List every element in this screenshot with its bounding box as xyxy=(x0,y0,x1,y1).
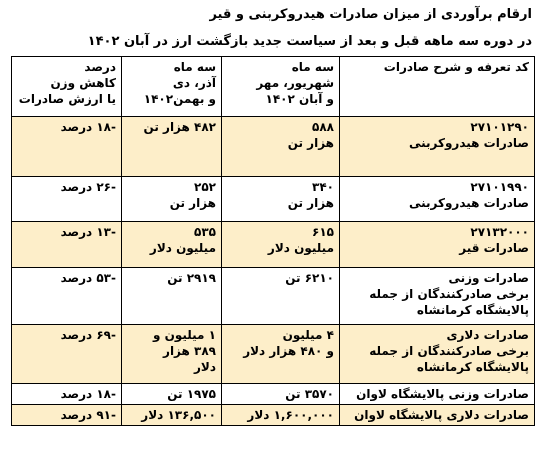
table-row xyxy=(12,117,535,177)
change-cell: -۱۳ درصد xyxy=(12,222,122,268)
after-cell: ۵۳۵ میلیون دلار xyxy=(122,222,222,268)
header-cell: درصد کاهش وزن یا ارزش صادرات xyxy=(12,57,122,117)
before-cell: ۱,۶۰۰,۰۰۰ دلار xyxy=(222,405,340,426)
change-cell: -۱۸ درصد xyxy=(12,384,122,405)
exports-table xyxy=(11,56,535,426)
after-cell: ۲۹۱۹ تن xyxy=(122,268,222,325)
header-cell: سه ماه آذر، دی و بهمن۱۴۰۲ xyxy=(122,57,222,117)
before-cell: ۳۵۷۰ تن xyxy=(222,384,340,405)
change-cell: -۶۹ درصد xyxy=(12,325,122,384)
after-cell: ۱۳۶,۵۰۰ دلار xyxy=(122,405,222,426)
table-row xyxy=(12,384,535,405)
before-cell: ۴ میلیون و ۴۸۰ هزار دلار xyxy=(222,325,340,384)
change-cell: -۲۶ درصد xyxy=(12,177,122,222)
table-row xyxy=(12,268,535,325)
table-header-row xyxy=(12,57,535,117)
change-cell: -۹۱ درصد xyxy=(12,405,122,426)
code-cell: صادرات دلاری برخی صادرکنندگان از جمله پالایشگاه کرمانشاه xyxy=(340,325,535,384)
code-cell: صادرات وزنی برخی صادرکنندگان از جمله پالایشگاه کرمانشاه xyxy=(340,268,535,325)
header-cell: سه ماه شهریور، مهر و آبان ۱۴۰۲ xyxy=(222,57,340,117)
code-cell: ۲۷۱۰۱۹۹۰ صادرات هیدروکربنی xyxy=(340,177,535,222)
code-cell: ۲۷۱۳۲۰۰۰ صادرات قیر xyxy=(340,222,535,268)
after-cell: ۱ میلیون و ۳۸۹ هزار دلار xyxy=(122,325,222,384)
page-subtitle: در دوره سه ماهه قبل و بعد از سیاست جدید بازگشت ارز در آبان ۱۴۰۲ xyxy=(87,34,532,49)
table-row xyxy=(12,325,535,384)
after-cell: ۱۹۷۵ تن xyxy=(122,384,222,405)
table-row xyxy=(12,405,535,426)
header-cell: کد تعرفه و شرح صادرات xyxy=(340,57,535,117)
after-cell: ۲۵۲ هزار تن xyxy=(122,177,222,222)
page-title: ارقام برآوردی از میزان صادرات هیدروکربنی و قیر xyxy=(209,7,532,22)
change-cell: -۵۳ درصد xyxy=(12,268,122,325)
table-row xyxy=(12,222,535,268)
change-cell: -۱۸ درصد xyxy=(12,117,122,177)
after-cell: ۴۸۲ هزار تن xyxy=(122,117,222,177)
before-cell: ۳۴۰ هزار تن xyxy=(222,177,340,222)
before-cell: ۶۲۱۰ تن xyxy=(222,268,340,325)
code-cell: ۲۷۱۰۱۲۹۰ صادرات هیدروکربنی xyxy=(340,117,535,177)
code-cell: صادرات وزنی پالایشگاه لاوان xyxy=(340,384,535,405)
code-cell: صادرات دلاری پالایشگاه لاوان xyxy=(340,405,535,426)
before-cell: ۵۸۸ هزار تن xyxy=(222,117,340,177)
table-row xyxy=(12,177,535,222)
before-cell: ۶۱۵ میلیون دلار xyxy=(222,222,340,268)
